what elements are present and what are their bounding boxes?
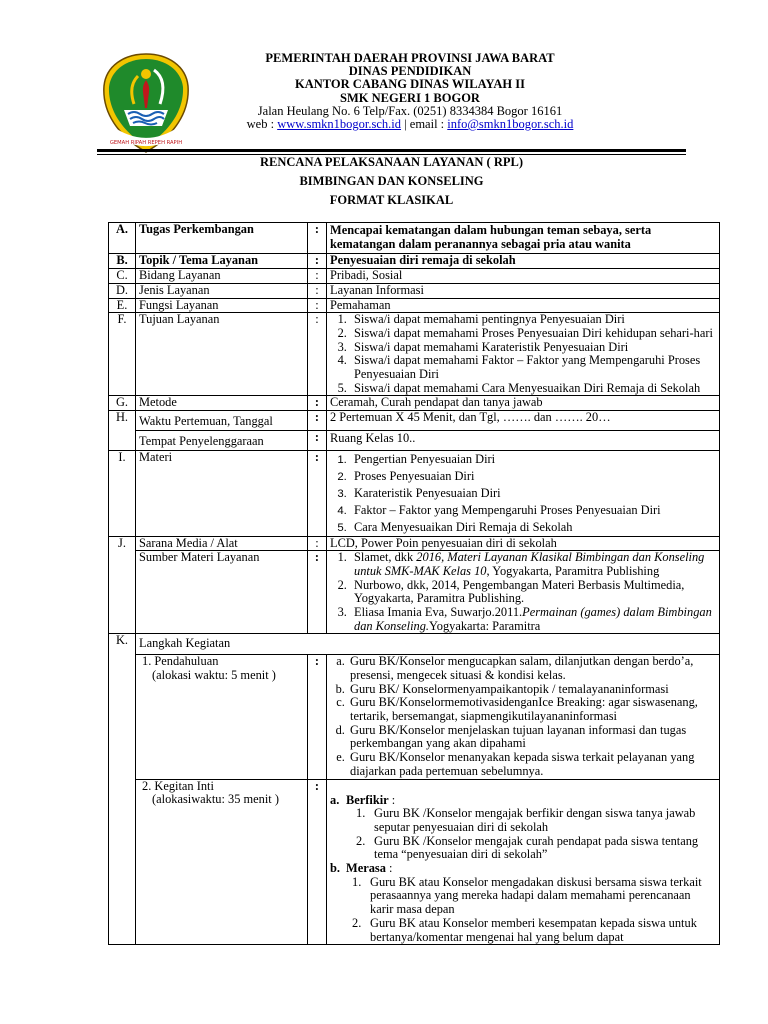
row-value-sarana: LCD, Power Poin penyesuaian diri di sekolah (327, 536, 720, 551)
letterhead-line-3: KANTOR CABANG DINAS WILAYAH II (295, 77, 525, 92)
sumber-list-cell (327, 551, 720, 634)
sumber-list (330, 551, 716, 633)
row-colon: : (308, 411, 327, 431)
list-item: b. Guru BK/ Konselormenyampaikantopik / temalayananinformasi (348, 683, 716, 697)
row-label: Tugas Perkembangan (136, 223, 308, 254)
row-colon: : (308, 450, 327, 536)
row-colon: : (308, 298, 327, 313)
row-letter: D. (109, 283, 136, 298)
letterhead (195, 52, 625, 131)
list-item: 1. Slamet, dkk 2016, Materi Layanan Klasikal Bimbingan dan Konseling untuk SMK-MAK Kelas 10, Yogyakarta, Paramitra Publishing (350, 551, 716, 578)
list-item: 4. Siswa/i dapat memahami Faktor – Faktor yang Mempengaruhi Proses Penyesuaian Diri (350, 354, 716, 381)
inti-label: 2. Kegitan Inti (142, 778, 214, 793)
row-label: Langkah Kegiatan (136, 634, 720, 655)
pendahuluan-time: (alokasi waktu: 5 menit ) (152, 667, 276, 682)
table-row-j-2 (109, 551, 720, 634)
row-letter: H. (109, 411, 136, 450)
tujuan-list (330, 313, 716, 395)
row-letter: K. (109, 634, 136, 945)
list-item: 1. Pengertian Penyesuaian Diri (350, 451, 716, 468)
list-item: 4. Faktor – Faktor yang Mempengaruhi Proses Penyesuaian Diri (350, 502, 716, 519)
pendahuluan-label-cell (136, 655, 308, 779)
row-colon: : (308, 313, 327, 396)
row-value: Mencapai kematangan dalam hubungan teman sebaya, serta kematangan dalam peranannya sebagai pria atau wanita (327, 223, 720, 254)
list-item: e. Guru BK/Konselor menanyakan kepada siswa terkait pelayanan yang diajarkan pada pertemuan sebelumnya. (348, 751, 716, 778)
table-row-pendahuluan (109, 655, 720, 779)
table-row-a (109, 223, 720, 254)
svg-text:GEMAH RIPAH REPEH RAPIH: GEMAH RIPAH REPEH RAPIH (109, 140, 183, 146)
inti-label-cell (136, 779, 308, 945)
email-link[interactable]: info@smkn1bogor.sch.id (447, 117, 574, 132)
row-value: Layanan Informasi (327, 283, 720, 298)
pendahuluan-label: 1. Pendahuluan (142, 654, 219, 669)
row-label-sarana: Sarana Media / Alat (136, 536, 308, 551)
west-java-emblem-logo (98, 52, 194, 156)
row-letter: B. (109, 254, 136, 269)
list-item: 2. Siswa/i dapat memahami Proses Penyesuaian Diri kehidupan sehari-hari (350, 327, 716, 341)
row-letter: C. (109, 269, 136, 284)
inti-content-cell (327, 779, 720, 945)
row-label: Materi (136, 450, 308, 536)
row-colon: : (308, 254, 327, 269)
row-label: Tujuan Layanan (136, 313, 308, 396)
row-value: Penyesuaian diri remaja di sekolah (327, 254, 720, 269)
list-item: a. Guru BK/Konselor mengucapkan salam, dilanjutkan dengan berdo’a, presensi, mengecek situasi & kondisi kelas. (348, 655, 716, 682)
list-item: d. Guru BK/Konselor menjelaskan tujuan layanan informasi dan tugas perkembangan yang akan dipahami (348, 724, 716, 751)
website-link[interactable]: www.smkn1bogor.sch.id (277, 117, 402, 132)
row-label-waktu: Waktu Pertemuan, Tanggal (136, 411, 308, 431)
row-letter: G. (109, 396, 136, 411)
letterhead-line-2: DINAS PENDIDIKAN (348, 64, 472, 79)
table-row-e (109, 298, 720, 313)
list-item: 3. Eliasa Imania Eva, Suwarjo.2011.Permainan (games) dalam Bimbingan dan Konseling.Yogyakarta: Paramitra (350, 606, 716, 633)
table-row-i (109, 450, 720, 536)
table-row-c (109, 269, 720, 284)
materi-list-cell (327, 450, 720, 536)
pendahuluan-list-cell (327, 655, 720, 779)
title-line-1: RENCANA PELAKSANAAN LAYANAN ( RPL) (260, 155, 523, 169)
row-label: Fungsi Layanan (136, 298, 308, 313)
row-colon: : (308, 779, 327, 945)
row-label-tempat: Tempat Penyelenggaraan (136, 430, 308, 450)
merasa-heading: b. Merasa : (330, 861, 393, 876)
letterhead-divider-thick (97, 149, 686, 152)
row-label: Topik / Tema Layanan (136, 254, 308, 269)
merasa-list (330, 876, 716, 945)
letterhead-address: Jalan Heulang No. 6 Telp/Fax. (0251) 8334384 Bogor 16161 (257, 103, 563, 118)
letterhead-line-4: SMK NEGERI 1 BOGOR (340, 90, 480, 105)
table-row-h (109, 411, 720, 431)
row-label: Bidang Layanan (136, 269, 308, 284)
row-colon: : (308, 655, 327, 779)
list-item: c. Guru BK/KonselormemotivasidenganIce Breaking: agar siswasenang, tertarik, bersemangat, siapmengikutilayananinformasi (348, 696, 716, 723)
row-colon: : (308, 283, 327, 298)
row-colon: : (308, 430, 327, 450)
row-value: Pribadi, Sosial (327, 269, 720, 284)
pendahuluan-list (330, 655, 716, 778)
title-line-3: FORMAT KLASIKAL (329, 193, 454, 207)
row-letter: E. (109, 298, 136, 313)
row-letter: A. (109, 223, 136, 254)
list-item: 2. Nurbowo, dkk, 2014, Pengembangan Materi Berbasis Multimedia, Yogyakarta, Paramitra Publishing. (350, 579, 716, 606)
list-item: 3. Karateristik Penyesuaian Diri (350, 485, 716, 502)
title-line-2: BIMBINGAN DAN KONSELING (299, 174, 484, 188)
row-label: Jenis Layanan (136, 283, 308, 298)
berfikir-heading: a. Berfikir : (330, 792, 396, 807)
rpl-table (108, 222, 720, 945)
document-title (97, 153, 686, 210)
row-letter: F. (109, 313, 136, 396)
row-value-tempat: Ruang Kelas 10.. (327, 430, 720, 450)
letterhead-line-1: PEMERINTAH DAERAH PROVINSI JAWA BARAT (265, 51, 555, 65)
row-colon: : (308, 269, 327, 284)
list-item: 3. Siswa/i dapat memahami Karateristik Penyesuaian Diri (350, 341, 716, 355)
inti-time: (alokasiwaktu: 35 menit ) (152, 792, 279, 807)
list-item: 1. Guru BK atau Konselor mengadakan diskusi bersama siswa terkait perasaannya yang mereka hadapi dalam memahami perencanaan karir masa depan (352, 874, 702, 917)
row-colon: : (308, 223, 327, 254)
row-label: Metode (136, 396, 308, 411)
list-item: 2. Guru BK atau Konselor memberi kesempatan kepada siswa untuk bertanya/komentar mengenai hal yang belum dapat (352, 915, 697, 944)
row-colon: : (308, 536, 327, 551)
row-label-sumber: Sumber Materi Layanan (136, 551, 308, 634)
row-value: Ceramah, Curah pendapat dan tanya jawab (327, 396, 720, 411)
table-row-j (109, 536, 720, 551)
table-row-inti (109, 779, 720, 945)
table-row-d (109, 283, 720, 298)
table-row-h-2 (109, 430, 720, 450)
table-row-k (109, 634, 720, 655)
list-item: 1. Siswa/i dapat memahami pentingnya Penyesuaian Diri (350, 313, 716, 327)
letterhead-contact (195, 118, 625, 131)
list-item: 1. Guru BK /Konselor mengajak berfikir dengan siswa tanya jawab seputar penyesuaian diri di sekolah (356, 806, 696, 834)
web-label: web : (246, 117, 278, 132)
table-row-f (109, 313, 720, 396)
row-colon: : (308, 396, 327, 411)
list-item: 5. Cara Menyesuaikan Diri Remaja di Sekolah (350, 519, 716, 536)
row-colon: : (308, 551, 327, 634)
table-row-g (109, 396, 720, 411)
row-letter: J. (109, 536, 136, 634)
email-label: | email : (401, 117, 448, 132)
list-item: 2. Guru BK /Konselor mengajak curah pendapat pada siswa tentang tema “penyesuaian diri di sekolah” (356, 833, 699, 862)
materi-list (330, 451, 716, 536)
berfikir-list (330, 807, 716, 862)
table-row-b (109, 254, 720, 269)
row-letter: I. (109, 450, 136, 536)
list-item: 5. Siswa/i dapat memahami Cara Menyesuaikan Diri Remaja di Sekolah (350, 382, 716, 396)
row-value-waktu: 2 Pertemuan X 45 Menit, dan Tgl, ……. dan ……. 20… (327, 411, 720, 431)
row-value: Pemahaman (327, 298, 720, 313)
tujuan-list-cell (327, 313, 720, 396)
list-item: 2. Proses Penyesuaian Diri (350, 468, 716, 485)
